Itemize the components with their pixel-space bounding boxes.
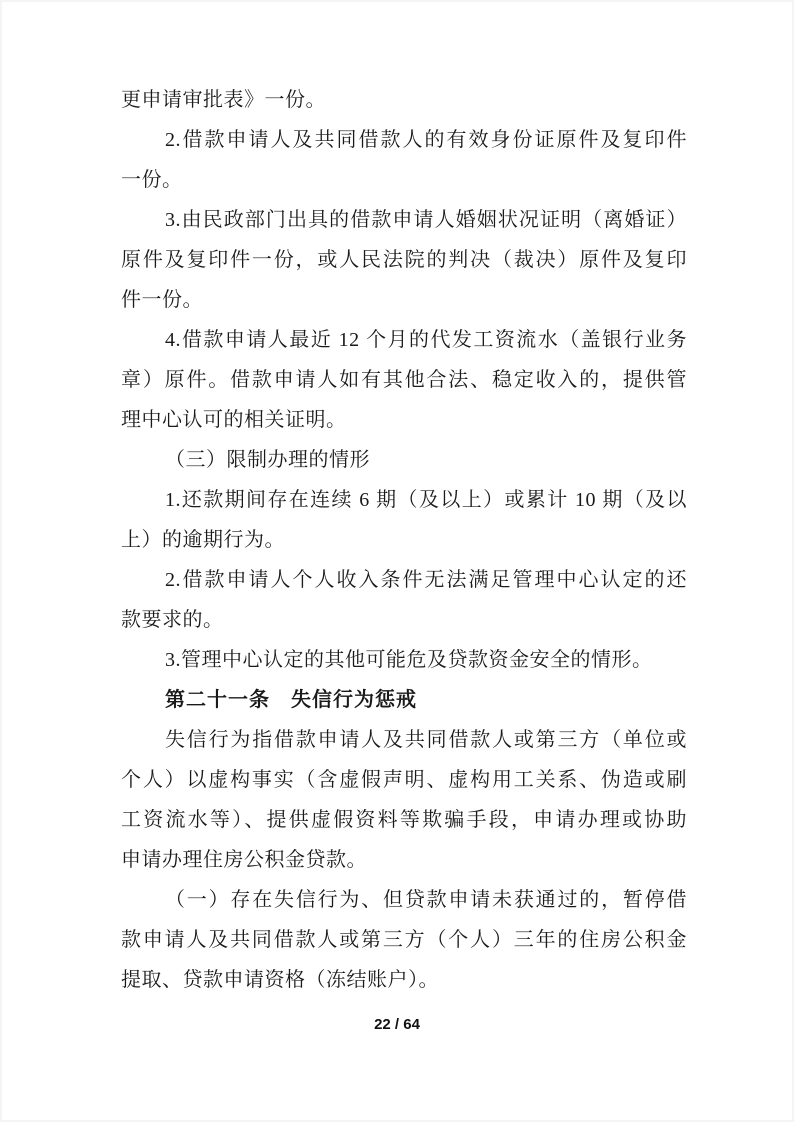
body-text-line: 款要求的。 bbox=[121, 609, 224, 631]
body-text-line: 2.借款申请人个人收入条件无法满足管理中心认定的还 bbox=[165, 569, 687, 591]
body-text-line: （一）存在失信行为、但贷款申请未获通过的，暂停借 bbox=[165, 889, 687, 911]
body-text-line: 工资流水等）、提供虚假资料等欺骗手段，申请办理或协助 bbox=[121, 809, 687, 831]
body-text-line: 4.借款申请人最近 12 个月的代发工资流水（盖银行业务 bbox=[165, 329, 687, 351]
body-text-line: 理中心认可的相关证明。 bbox=[121, 409, 347, 431]
body-text-line: 申请办理住房公积金贷款。 bbox=[121, 849, 367, 871]
body-text-line: 3.由民政部门出具的借款申请人婚姻状况证明（离婚证） bbox=[165, 209, 687, 231]
page-number: 22 / 64 bbox=[374, 1016, 420, 1033]
body-text-line: 3.管理中心认定的其他可能危及贷款资金安全的情形。 bbox=[165, 649, 653, 671]
body-text-line: 1.还款期间存在连续 6 期（及以上）或累计 10 期（及以 bbox=[165, 489, 687, 511]
article-heading: 第二十一条 失信行为惩戒 bbox=[165, 689, 417, 711]
body-text-line: 一份。 bbox=[121, 169, 183, 191]
body-text-line: 章）原件。借款申请人如有其他合法、稳定收入的，提供管 bbox=[121, 369, 687, 391]
body-text-line: 更申请审批表》一份。 bbox=[121, 89, 326, 111]
body-text-line: 上）的逾期行为。 bbox=[121, 529, 285, 551]
body-text-line: 提取、贷款申请资格（冻结账户）。 bbox=[121, 969, 439, 991]
body-text-line: 2.借款申请人及共同借款人的有效身份证原件及复印件 bbox=[165, 129, 687, 151]
body-text-line: 个人）以虚构事实（含虚假声明、虚构用工关系、伪造或刷 bbox=[121, 769, 687, 791]
body-text-line: 款申请人及共同借款人或第三方（个人）三年的住房公积金 bbox=[121, 929, 687, 951]
body-text-line: （三）限制办理的情形 bbox=[165, 449, 370, 471]
body-text-line: 失信行为指借款申请人及共同借款人或第三方（单位或 bbox=[165, 729, 687, 751]
body-text-line: 件一份。 bbox=[121, 289, 203, 311]
document-body bbox=[121, 80, 687, 1000]
body-text-line: 原件及复印件一份，或人民法院的判决（裁决）原件及复印 bbox=[121, 249, 687, 271]
